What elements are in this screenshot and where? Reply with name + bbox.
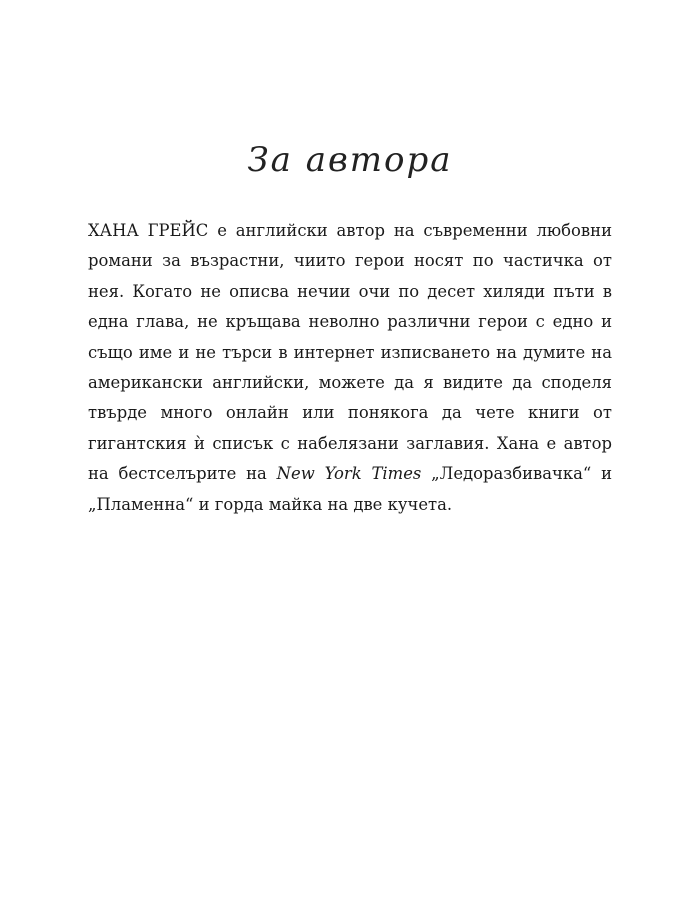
author-bio-paragraph (88, 216, 612, 520)
publication-name: New York Times (276, 464, 422, 484)
bio-text-part1: ХАНА ГРЕЙС е английски автор на съвременни любовни романи за възрастни, чиито герои носят по частичка от нея. Когато не описва нечии очи по десет хиляди пъти в една глава, не кръщава неволно различни герои с едно и също име и не търси в интернет изписването на думите на американски английски, можете да я видите да споделя твърде много онлайн или понякога да чете книги от гигантския ѝ списък с набелязани заглавия. Хана е автор на бестселърите на (88, 221, 612, 484)
page-heading: За автора (247, 140, 453, 180)
bio-text-part2: „Ледоразбивачка“ и „Пламенна“ и горда майка на две кучета. (88, 464, 612, 514)
